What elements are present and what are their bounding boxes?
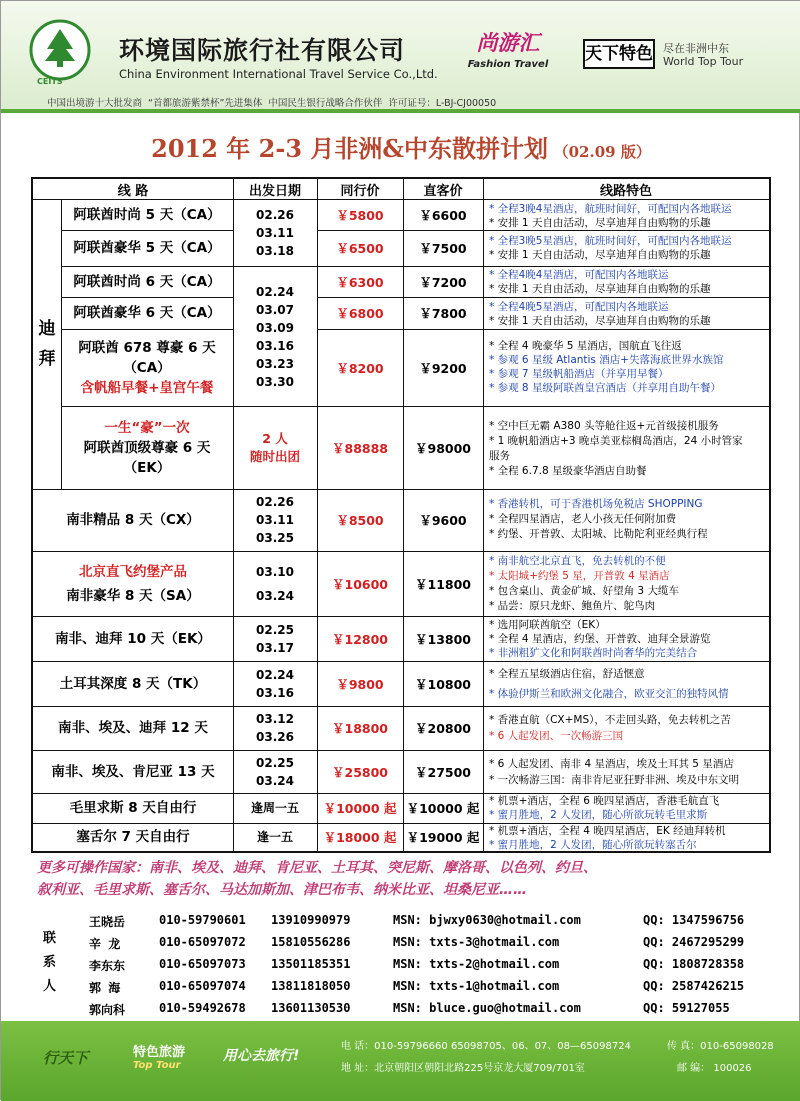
route-11: 南非、埃及、肯尼亚 13 天 [51,763,215,780]
features-4: * 全程 4 晚豪华 5 星酒店，国航直飞往返 * 参观 6 星级 Atlantis 酒店+失落海底世界水族馆 * 参观 7 星级帆船酒店（并享用早餐） * 参观 8 星级阿联酋皇宫酒店（并享用自助午餐） [489,340,724,394]
dates-8: 02.25 03.17 [256,622,294,655]
features-3: * 全程4晚5星酒店，可配国内各地联运 * 安排 1 天自由活动，尽享迪拜自由购物的乐趣 [489,301,711,327]
dubai-dates-5day: 02.26 03.11 03.18 [256,208,294,258]
features-0: * 全程3晚4星酒店，航班时间好，可配国内各地联运 * 安排 1 天自由活动，尽享迪拜自由购物的乐趣 [489,203,732,229]
logo-text: CEITS [37,77,63,86]
contact-row: 李东东 010-65097073 13501185351 MSN: txts-2@hotmail.com QQ: 1808728358 [89,957,745,973]
features-5: * 空中巨无霸 A380 头等舱往返+元首级接机服务 * 1 晚帆船酒店+3 晚卓美亚棕榈岛酒店，24 小时管家 服务 * 全程 6.7.8 星级豪华酒店自助餐 [489,420,743,477]
route-5: 一生“豪”一次 阿联酋顶级尊豪 6 天 （EK） [83,419,211,476]
footer-banner [1,1021,800,1101]
date-12: 逢周一五 [250,801,299,815]
direct-price-3: ￥7800 [419,306,467,321]
world-top-tour-logo [583,39,773,73]
features-2: * 全程4晚4星酒店，可配国内各地联运 * 安排 1 天自由活动，尽享迪拜自由购物的乐趣 [489,269,711,295]
slogan-line: 中国出境游十大批发商 “首都旅游紫禁杯”先进集体 中国民生银行战略合作伙伴 许可证号：L-BJ-CJ00050 [47,98,497,109]
contact-row: 王晓岳 010-59790601 13910990979 MSN: bjwxy0630@hotmail.com QQ: 1347596756 [89,913,745,929]
title-main: 2012 年 2-3 月非洲&中东散拼计划 [151,134,549,163]
route-12: 毛里求斯 8 天自由行 [69,800,197,816]
dates-9: 02.24 03.16 [256,667,294,700]
features-7: * 南非航空北京直飞，免去转机的不便 * 太阳城+约堡 5 星，开普敦 4 星酒店 * 包含桌山、黄金矿城、好望角 3 大缆车 * 品尝：原只龙虾、鲍鱼片、鸵鸟肉 [489,555,679,612]
dubai-group-label: 迪 拜 [38,319,56,369]
direct-price-8: ￥13800 [415,631,471,647]
peer-price-6: ￥8500 [336,513,384,528]
route-3: 阿联酋豪华 6 天（CA） [73,305,221,321]
world-logo-cn: 尽在非洲中东 [663,42,729,55]
peer-price-0: ￥5800 [336,207,384,223]
route-4: 阿联酋 678 尊豪 6 天 （CA） 含帆船早餐+皇宫午餐 [78,339,216,396]
route-13: 塞舌尔 7 天自由行 [76,829,190,845]
features-9: * 全程五星级酒店住宿，舒适惬意 * 体验伊斯兰和欧洲文化融合，欧亚交汇的独特风情 [489,668,729,700]
header-features: 线路特色 [599,183,652,199]
direct-price-12: ￥10000 起 [406,801,480,816]
route-1: 阿联酋豪华 5 天（CA） [73,240,221,256]
route-2: 阿联酋时尚 6 天（CA） [73,273,221,290]
peer-price-4: ￥8200 [336,360,384,376]
footer-logo-xingtianxia: 行天下 [43,1049,89,1067]
route-8: 南非、迪拜 10 天（EK） [55,630,211,647]
peer-price-3: ￥6800 [336,306,384,321]
direct-price-13: ￥19000 起 [406,830,480,845]
route-10: 南非、埃及、迪拜 12 天 [58,720,208,736]
footer-postcode: 邮 编： 100026 [677,1063,752,1074]
direct-price-1: ￥7500 [419,241,467,256]
ceits-logo-icon [29,19,91,81]
world-logo-box: 天下特色 [583,39,655,69]
peer-price-11: ￥25800 [332,764,388,780]
tour-table [31,177,771,853]
peer-price-5: ￥88888 [332,440,388,456]
features-8: * 选用阿联酋航空（EK） * 全程 4 星酒店，约堡、开普敦、迪拜全景游览 * 非洲粗犷文化和阿联酋时尚奢华的完美结合 [489,619,711,659]
features-10: * 香港直航（CX+MS），不走回头路，免去转机之苦 * 6 人起发团、一次畅游三国 [489,714,731,742]
direct-price-6: ￥9600 [419,513,467,528]
route-0: 阿联酋时尚 5 天（CA） [73,206,221,223]
features-1: * 全程3晚5星酒店，航班时间好，可配国内各地联运 * 安排 1 天自由活动，尽享迪拜自由购物的乐趣 [489,235,732,261]
fashion-logo-cn: 尚游汇 [476,31,540,55]
contact-row: 郭 海 010-65097074 13811818050 MSN: txts-1@hotmail.com QQ: 2587426215 [89,979,745,995]
route-9: 土耳其深度 8 天（TK） [59,675,207,692]
header-banner [1,1,800,113]
world-logo-en: World Top Tour [663,55,744,68]
direct-price-2: ￥7200 [419,274,467,290]
route-6: 南非精品 8 天（CX） [66,512,200,528]
direct-price-0: ￥6600 [419,207,467,223]
direct-price-5: ￥98000 [415,440,471,456]
direct-price-11: ￥27500 [415,764,471,780]
more-countries: 更多可操作国家：南非、埃及、迪拜、肯尼亚、土耳其、突尼斯、摩洛哥、以色列、约旦、 叙利亚、毛里求斯、塞舌尔、马达加斯加、津巴布韦、纳米比亚、坦桑尼亚…… [37,860,597,898]
date-13: 逢一五 [256,830,293,844]
page-title [1,129,800,164]
dates-6: 02.26 03.11 03.25 [256,495,294,545]
fashion-logo-en: Fashion Travel [467,59,549,70]
company-name-en: China Environment International Travel Service Co.,Ltd. [119,67,438,81]
contact-row: 郭向科 010-59492678 13601130530 MSN: bluce.guo@hotmail.com QQ: 59127055 [89,1001,730,1017]
features-12: * 机票+酒店，全程 6 晚四星酒店，香港毛航直飞 * 蜜月胜地，2 人发团，随心所欲玩转毛里求斯 [489,795,720,821]
peer-price-2: ￥6300 [336,274,384,290]
header-route: 线 路 [117,183,149,199]
peer-price-13: ￥18000 起 [323,830,397,845]
features-6: * 香港转机，可于香港机场免税店 SHOPPING * 全程四星酒店，老人小孩无任何附加费 * 约堡、开普敦、太阳城、比勒陀利亚经典行程 [489,498,708,540]
header-direct-price: 直客价 [423,183,463,199]
dates-10: 03.12 03.26 [256,712,294,744]
features-13: * 机票+酒店，全程 4 晚四星酒店，EK 经迪拜转机 * 蜜月胜地，2 人发团，随心所欲玩转塞舌尔 [489,825,726,851]
date-5: 2 人 随时出团 [249,430,300,464]
dates-7: 03.10 03.24 [256,564,294,603]
direct-price-7: ￥11800 [415,576,471,592]
header-peer-price: 同行价 [340,183,380,199]
features-11: * 6 人起发团、南非 4 星酒店，埃及土耳其 5 星酒店 * 一次畅游三国：南非肯尼亚狂野非洲、埃及中东文明 [489,758,740,786]
route-7: 北京直飞约堡产品 南非豪华 8 天（SA） [66,563,200,604]
peer-price-1: ￥6500 [336,241,384,256]
contacts-section [1,907,800,1021]
footer-slogan: 用心去旅行! [223,1048,300,1064]
company-name-cn: 环境国际旅行社有限公司 [119,36,406,65]
peer-price-9: ￥9800 [336,676,384,692]
peer-price-10: ￥18800 [332,721,388,736]
footer-phone: 电 话：010-59796660 65098705、06、07、08—65098724 [341,1041,631,1052]
header-date: 出发日期 [248,183,301,199]
contact-row: 辛 龙 010-65097072 15810556286 MSN: txts-3@hotmail.com QQ: 2467295299 [89,935,745,951]
footer-address: 地 址：北京朝阳区朝阳北路225号京龙大厦709/701室 [341,1063,585,1074]
peer-price-8: ￥12800 [332,631,388,647]
title-version: （02.09 版） [553,143,651,161]
dubai-dates-6day: 02.24 03.07 03.09 03.16 03.23 03.30 [256,285,294,389]
direct-price-10: ￥20800 [415,721,471,736]
peer-price-7: ￥10600 [332,576,388,592]
direct-price-4: ￥9200 [419,360,467,376]
peer-price-12: ￥10000 起 [323,801,397,816]
contacts-label: 联 系 人 [43,931,57,994]
fashion-travel-logo [463,27,553,81]
footer-logo-top-tour: 特色旅游 Top Tour [133,1045,186,1071]
direct-price-9: ￥10800 [415,676,471,692]
dates-11: 02.25 03.24 [256,755,294,788]
footer-fax: 传 真：010-65098028 [667,1041,774,1052]
